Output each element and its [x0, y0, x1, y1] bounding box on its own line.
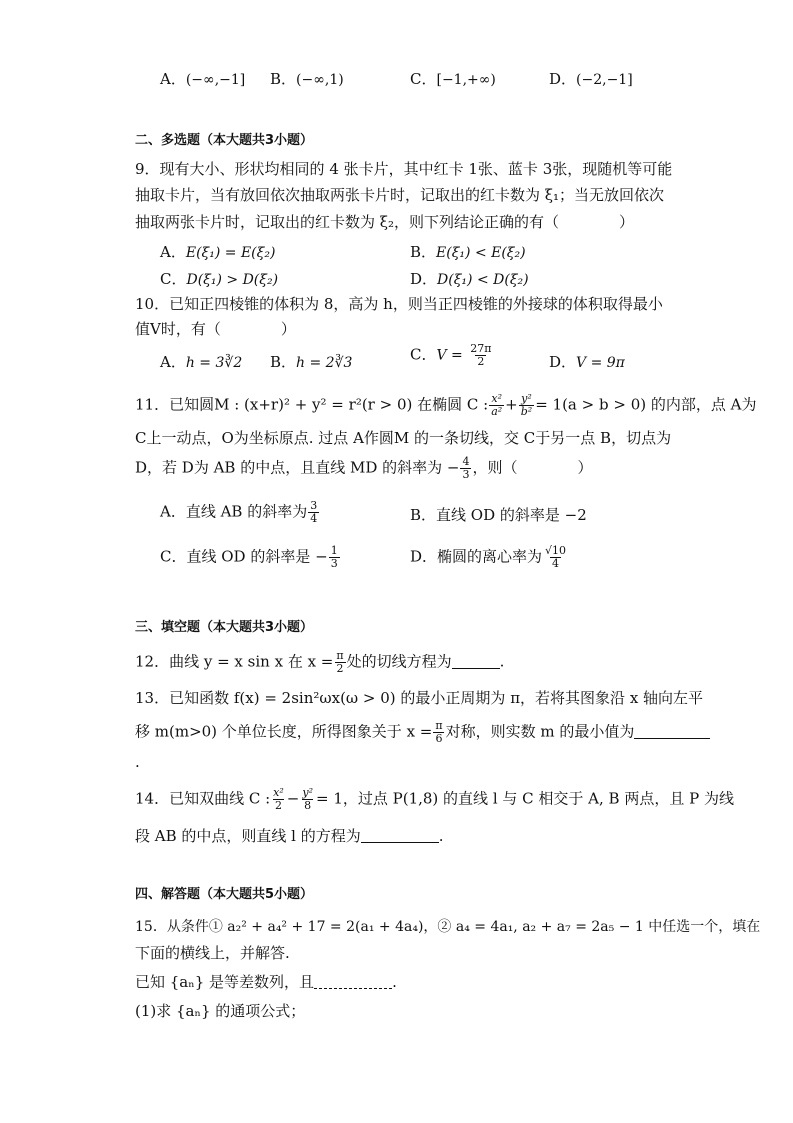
q12-text: 12．曲线 y = x sin x 在 x =	[135, 652, 334, 671]
numerator: π	[435, 719, 443, 732]
option-math: E(ξ₁) < E(ξ₂)	[436, 245, 526, 261]
q10-option-a	[160, 352, 242, 373]
option-letter: A．	[160, 243, 186, 261]
q14-line-1	[135, 787, 734, 812]
option-letter: D．	[410, 270, 438, 288]
period: .	[499, 652, 505, 671]
option-letter: A．	[160, 70, 186, 88]
option-letter: B．	[410, 243, 437, 261]
fraction	[300, 787, 315, 812]
q11-option-d	[410, 545, 569, 570]
option-math: (−∞,1)	[296, 72, 344, 88]
q8-option-a	[160, 69, 245, 90]
option-math: h = 3∛2	[185, 355, 243, 371]
fraction	[329, 545, 340, 570]
fraction	[460, 456, 471, 481]
q9-option-b	[410, 242, 526, 263]
q13-text: 对称，则实数 m 的最小值为	[445, 722, 635, 741]
answer-blank[interactable]	[361, 828, 439, 843]
q8-option-d	[549, 69, 633, 90]
q11-line-3	[135, 456, 593, 481]
option-math: D(ξ₁) < D(ξ₂)	[437, 272, 529, 288]
q10-line-1: 10．已知正四棱锥的体积为 8，高为 h，则当正四棱锥的外接球的体积取得最小	[135, 295, 663, 313]
fraction	[334, 650, 345, 675]
period: .	[392, 973, 397, 991]
q11-option-a	[160, 500, 320, 525]
numerator: 3	[310, 499, 318, 512]
option-math: (−∞,−1]	[185, 72, 246, 88]
q13-text: 移 m(m>0) 个单位长度，所得图象关于 x =	[135, 722, 433, 741]
denominator: 4	[552, 557, 560, 570]
denominator: b²	[520, 405, 533, 418]
option-letter: A．	[160, 353, 186, 371]
denominator: 8	[304, 799, 312, 812]
numerator: 1	[330, 544, 338, 557]
option-math: D(ξ₁) > D(ξ₂)	[186, 272, 279, 288]
numerator: x²	[491, 392, 502, 405]
answer-blank[interactable]	[452, 654, 500, 669]
option-letter: C．	[410, 345, 437, 364]
fraction	[433, 720, 444, 745]
q9-option-c	[160, 269, 278, 290]
option-letter: C．	[410, 70, 437, 88]
denominator: 4	[310, 512, 318, 525]
option-math: V = 9π	[576, 355, 625, 371]
option-math: V =	[436, 347, 468, 364]
numerator: x²	[273, 786, 284, 799]
plus-sign: +	[505, 395, 518, 414]
fraction	[468, 343, 493, 368]
numerator: y²	[521, 392, 532, 405]
answer-blank[interactable]	[314, 974, 392, 989]
denominator: 2	[336, 662, 344, 675]
denominator: a²	[491, 405, 503, 418]
q11-option-b: B．直线 OD 的斜率是 −2	[410, 506, 587, 524]
option-text: C．直线 OD 的斜率是 −	[160, 547, 328, 566]
q10-option-b	[270, 352, 352, 373]
fraction	[308, 500, 319, 525]
q9-line-1: 9．现有大小、形状均相同的 4 张卡片，其中红卡 1张、蓝卡 3张，现随机等可能	[135, 160, 673, 178]
answer-blank[interactable]	[634, 724, 710, 739]
option-letter: B．	[270, 70, 297, 88]
minus-sign: −	[286, 789, 300, 808]
section-heading-multiple-choice: 二、多选题（本大题共3小题）	[135, 133, 314, 148]
q11-line-1	[135, 393, 756, 418]
q15-line-1: 15．从条件① a₂² + a₄² + 17 = 2(a₁ + 4a₄)，② a₄ = 4a₁, a₂ + a₇ = 2a₅ − 1 中任选一个，填在	[135, 919, 761, 935]
numerator: 4	[462, 455, 470, 468]
q14-text: 14．已知双曲线 C :	[135, 789, 271, 808]
option-math: h = 2∛3	[296, 355, 353, 371]
q11-option-c	[160, 545, 341, 570]
q12-text: 处的切线方程为	[346, 652, 452, 671]
option-math: [−1,+∞)	[436, 72, 496, 88]
q11-line-2: C上一动点，O为坐标原点. 过点 A作圆M 的一条切线，交 C于另一点 B，切点为	[135, 429, 672, 447]
option-math: E(ξ₁) = E(ξ₂)	[185, 245, 276, 261]
q11-text: = 1(a > b > 0) 的内部，点 A为	[535, 395, 757, 414]
q11-text: ，则（ ）	[472, 458, 593, 477]
numerator: √10	[545, 544, 567, 557]
section-heading-answer: 四、解答题（本大题共5小题）	[135, 887, 314, 902]
option-math: (−2,−1]	[576, 72, 633, 88]
q8-option-b	[270, 69, 344, 90]
option-letter: D．	[549, 353, 577, 371]
q10-option-d	[549, 352, 625, 373]
numerator: y²	[302, 786, 313, 799]
question-12	[135, 650, 504, 675]
numerator: π	[336, 649, 344, 662]
fraction	[271, 787, 286, 812]
q9-line-2: 抽取卡片，当有放回依次抽取两张卡片时，记取出的红卡数为 ξ₁；当无放回依次	[135, 186, 665, 204]
section-heading-fill-in: 三、填空题（本大题共3小题）	[135, 620, 314, 635]
q15-text: 已知 {aₙ} 是等差数列，且	[135, 973, 315, 991]
q8-option-c	[410, 69, 496, 90]
q13-line-2	[135, 720, 710, 745]
q15-part-1: (1)求 {aₙ} 的通项公式；	[135, 1002, 306, 1020]
denominator: 2	[477, 355, 485, 368]
period: .	[438, 827, 444, 845]
fraction	[543, 545, 568, 570]
denominator: 6	[435, 732, 443, 745]
q11-text: 11．已知圆M : (x+r)² + y² = r²(r > 0) 在椭圆 C :	[135, 395, 489, 414]
q14-line-2	[135, 826, 444, 846]
q9-line-3: 抽取两张卡片时，记取出的红卡数为 ξ₂，则下列结论正确的有（ ）	[135, 213, 635, 231]
q14-text: = 1，过点 P(1,8) 的直线 l 与 C 相交于 A, B 两点，且 P 为线	[315, 789, 734, 808]
fraction	[519, 393, 534, 418]
denominator: 3	[330, 557, 338, 570]
fraction	[489, 393, 504, 418]
option-text: A．直线 AB 的斜率为	[160, 502, 308, 521]
denominator: 3	[462, 468, 470, 481]
q13-line-1: 13．已知函数 f(x) = 2sin²ωx(ω > 0) 的最小正周期为 π，若将其图象沿 x 轴向左平	[135, 689, 704, 707]
q15-line-2: 下面的横线上，并解答.	[135, 944, 290, 962]
q10-line-2: 值V时，有（ ）	[135, 320, 296, 338]
option-text: D．椭圆的离心率为	[410, 547, 543, 566]
denominator: 2	[274, 799, 282, 812]
q9-option-d	[410, 269, 529, 290]
option-letter: C．	[160, 270, 187, 288]
q9-option-a	[160, 242, 275, 263]
q13-period: .	[135, 753, 140, 771]
q10-option-c	[410, 343, 494, 368]
q14-text: 段 AB 的中点，则直线 l 的方程为	[135, 827, 361, 845]
numerator: 27π	[470, 342, 492, 355]
q15-line-3	[135, 972, 397, 992]
option-letter: B．	[270, 353, 297, 371]
option-letter: D．	[549, 70, 577, 88]
q11-text: D，若 D为 AB 的中点，且直线 MD 的斜率为 −	[135, 458, 460, 477]
